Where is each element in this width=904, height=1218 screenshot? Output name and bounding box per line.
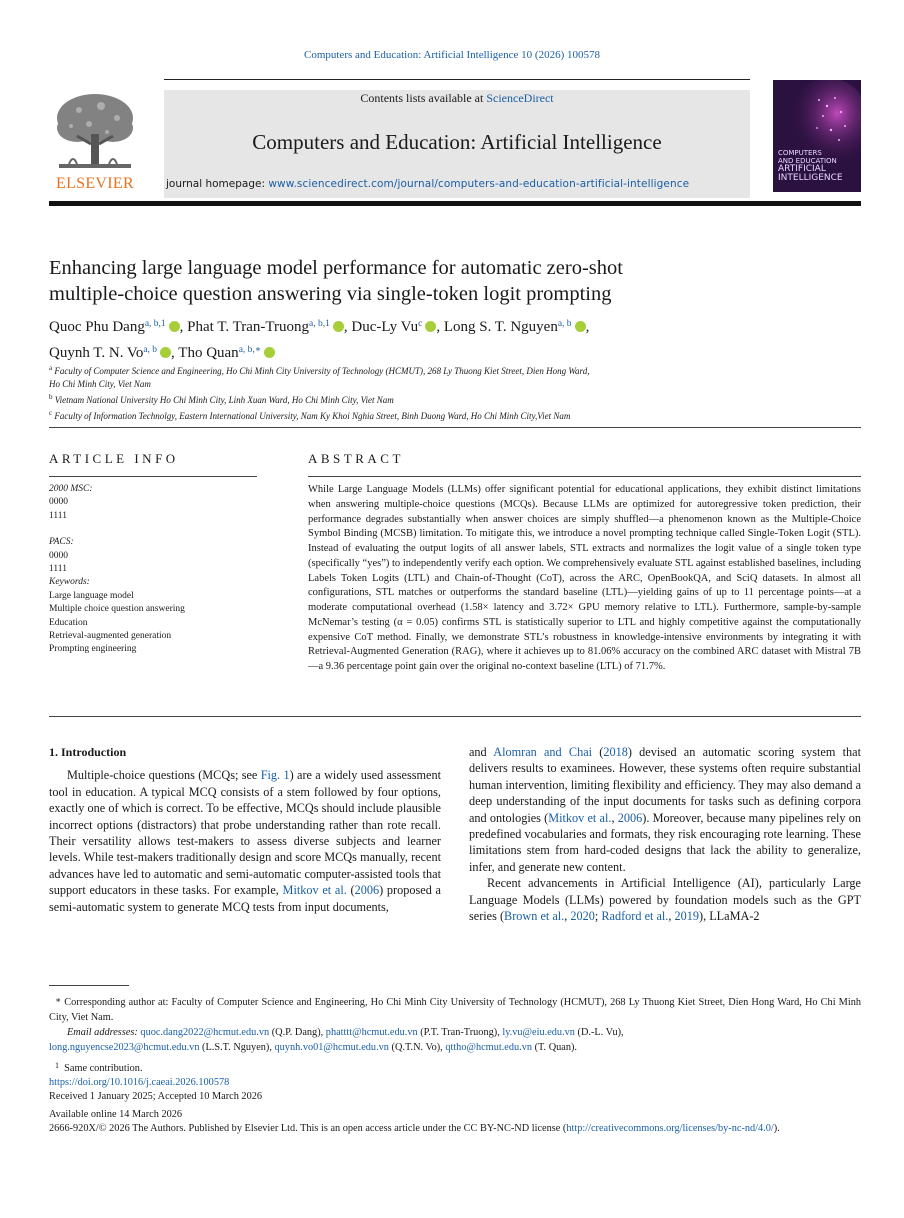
text-run: Multiple-choice questions (MCQs; see: [67, 768, 261, 783]
body-paragraph: Multiple-choice questions (MCQs; see Fig. 1) are a widely used assessment tool in education. A typical MCQ consists of a stem followed by four options, exactly one of which is correct. To be effective, MCQs should include plausible incorrect options (distractors) that probe understanding rather than rote recall. Their versatility allows test-makers to assess diverse subjects and learner levels. While test-makers traditionally design and score MCQs manually, recent advances have led to automatic and semi-automatic computer-assisted tools that support educators in these tasks. For example, Mitkov et al. (2006) proposed a semi-automatic system to generate MCQ tests from input documents,: [49, 768, 441, 914]
cover-line: ARTIFICIAL: [778, 164, 826, 174]
pacs-value: 1111: [49, 564, 67, 575]
text-run: devised an automatic scoring system that delivers results to examinees. However, these systems often require substantial human intervention, limiting flexibility and efficiency. They may also demand a deep understanding of the input documents for tasks such as defining corpora and ontologies (: [469, 745, 862, 825]
citation-link[interactable]: Brown et al.: [504, 909, 565, 924]
title-line: multiple-choice question answering via single-token logit prompting: [49, 283, 612, 305]
affiliation-text: Faculty of Computer Science and Engineering, Ho Chi Minh City University of Technology (HCMUT), 268 Ly Thuong Kiet Street, Dien Hong Ward,: [54, 366, 590, 376]
homepage-prefix: journal homepage:: [166, 178, 269, 190]
cover-line: COMPUTERS: [778, 149, 822, 157]
keyword: Education: [49, 617, 88, 628]
text-run: ), LLaMA-2: [699, 909, 760, 924]
author-affil-mark[interactable]: a, b: [557, 319, 572, 329]
orcid-icon[interactable]: [160, 347, 171, 358]
text-run: ). Moreover, because many pipelines rely on predefined vocabularies and formats, they risk encouraging rote learning. These limitations stem from hard-coded designs that lack the ability to generalize, infer, and generate new content.: [469, 810, 861, 874]
email-owner: (Q.P. Dang): [271, 1027, 321, 1038]
contribution-text: Same contribution.: [64, 1063, 143, 1074]
cover-line: AND EDUCATION: [778, 156, 837, 165]
author-affil-mark[interactable]: a, b,1: [309, 319, 330, 329]
license-link[interactable]: http://creativecommons.org/licenses/by-nc-nd/4.0/: [566, 1123, 774, 1134]
keyword: Large language model: [49, 590, 134, 601]
keyword: Prompting engineering: [49, 644, 137, 655]
homepage-link[interactable]: www.sciencedirect.com/journal/computers-and-education-artificial-intelligence: [268, 178, 690, 190]
section-heading: 1. Introduction: [49, 745, 127, 759]
author-list: Quoc Phu Dang$^{a, b,1}$ , Phat T. Tran-Truong$^{a, b,1}$ , Duc-Ly Vu$^c$ , Long S. T. Nguyen$^{a, b}$ , Quynh T. N. Vo$^{a, b}$ , Tho Quan$^{a, b,∗}$: [49, 319, 590, 361]
author-name[interactable]: Tho Quan: [178, 345, 239, 361]
masthead-bottom-rule: [49, 201, 861, 206]
corresponding-footnote: [49, 993, 861, 1025]
author-affil-mark[interactable]: a, b: [143, 345, 158, 355]
email-footnote-cont: long.nguyencse2023@hcmut.edu.vn (L.S.T. Nguyen), quynh.vo01@hcmut.edu.vn (Q.T.N. Vo), qttho@hcmut.edu.vn (T. Quan).: [49, 1042, 578, 1053]
affiliation-mark: b: [49, 393, 53, 401]
abstract-text: While Large Language Models (LLMs) offer significant potential for educational applications, they exhibit distinct limitations when answering multiple-choice questions (MCQs). Because LLMs are optimized for autoregressive token prediction, their performance degrades substantially when answer choices are simply shuffled—a phenomenon known as the Multiple-Choice Symbol Binding (MCSB) limitation. To mitigate this, we introduce a novel prompting technique called Single-Token Logit (STL). Instead of evaluating the output logits of all answer labels, STL extracts and normalizes the logit value of a single token type (specifically “yes”) to independently verify each option. We comprehensively evaluate STL against established baselines, including Labels Token Logits (LTL) and Chain-of-Thought (CoT), across the ARC, OpenBookQA, and SciQ datasets. In almost all configurations, STL matches or outperforms the standard baseline (LTL)—yielding gains of up to 11 percentage points—at a moderate computational overhead (1.58× latency and 3.72× GPU memory relative to LTL). Furthermore, sample-by-sample McNemar’s testing (α = 0.05) confirms STL is statistically superior to LTL and highly competitive against the computationally expensive CoT method. Finally, we demonstrate STL’s robustness in knowledge-intensive environments by integrating it with Retrieval-Augmented Generation (RAG), where it achieves up to 81.06% accuracy on the combined ARC dataset with Mistral 7B—a 9.36 percentage point gain over the original no-context baseline (LTL) of 71.7%.: [308, 484, 861, 672]
email-link[interactable]: qttho@hcmut.edu.vn: [445, 1042, 533, 1053]
figure-link[interactable]: Fig. 1: [260, 768, 290, 783]
affiliation-text: Faculty of Information Technolgy, Eastern International University, Nam Ky Khoi Nghia Street, Binh Duong Ward, Ho Chi Minh City,Viet Nam: [54, 411, 571, 421]
text-run: ) are a widely used assessment tool in education. A typical MCQ consists of a stem followed by four options, exactly one of which is correct. To be effective, MCQs should include plausible incorrect options (distractors) that probe understanding rather than rote recall. Their versatility allows test-makers to assess diverse subjects and learner levels. While test-makers traditionally design and score MCQs manually, recent advances have led to automatic and semi-automatic computer-assisted tools that support educators in these tasks. For example,: [49, 768, 441, 898]
journal-homepage: [164, 178, 754, 190]
affiliation: [49, 391, 861, 407]
text-run: proposed a semi-automatic system to generate MCQ tests from input documents,: [49, 883, 441, 914]
email-footnote: Email addresses: quoc.dang2022@hcmut.edu.vn (Q.P. Dang), phatttt@hcmut.edu.vn (P.T. Tran-Truong), ly.vu@eiu.edu.vn (D.-L. Vu),: [67, 1027, 624, 1038]
email-owner: (Q.T.N. Vo): [391, 1042, 441, 1053]
author-affil-mark[interactable]: a, b,1: [144, 319, 166, 329]
footnote-rule: [49, 985, 129, 986]
affiliation-text: Vietnam National University Ho Chi Minh City, Linh Xuan Ward, Ho Chi Minh City, Viet Nam: [54, 395, 394, 405]
author-affil-mark[interactable]: a, b,∗: [238, 345, 262, 355]
affiliation: [49, 407, 861, 423]
cover-line: INTELLIGENCE: [778, 173, 843, 183]
license-text: 2666-920X/© 2026 The Authors. Published by Elsevier Ltd. This is an open access article under the CC BY-NC-ND license (: [49, 1123, 567, 1134]
affiliation-continued: Ho Chi Minh City, Viet Nam: [49, 379, 151, 389]
body-column-right: [469, 744, 861, 924]
email-owner: (P.T. Tran-Truong): [420, 1027, 498, 1038]
email-label: Email addresses:: [67, 1027, 138, 1038]
citation-link[interactable]: Radford et al.: [601, 909, 669, 924]
header-divider: [49, 427, 861, 428]
affiliation-mark: c: [49, 409, 53, 417]
author-name[interactable]: Phat T. Tran-Truong: [187, 319, 310, 335]
cover-text: [778, 150, 843, 183]
author-name[interactable]: Duc-Ly Vu: [351, 319, 419, 335]
email-owner: (L.S.T. Nguyen): [202, 1042, 270, 1053]
pacs-label: PACS:: [49, 537, 74, 548]
affiliation-mark: a: [49, 364, 53, 372]
article-metadata: [49, 1076, 861, 1136]
citation-link[interactable]: Mitkov et al.: [548, 810, 612, 825]
keywords-label: Keywords:: [49, 577, 90, 588]
available-online: Available online 14 March 2026: [49, 1109, 183, 1120]
email-link[interactable]: quoc.dang2022@hcmut.edu.vn: [140, 1027, 270, 1038]
article-title: [49, 255, 861, 307]
contents-line: [164, 91, 750, 106]
author-name[interactable]: Quoc Phu Dang: [49, 319, 145, 335]
email-link[interactable]: quynh.vo01@hcmut.edu.vn: [274, 1042, 389, 1053]
body-column-left: [49, 744, 441, 915]
email-link[interactable]: phatttt@hcmut.edu.vn: [325, 1027, 418, 1038]
msc-label: 2000 MSC:: [49, 484, 93, 494]
citation-year-link[interactable]: 2006: [617, 810, 643, 825]
abstract-rule: [308, 476, 861, 477]
asterisk-mark: ∗: [55, 995, 62, 1005]
publisher-name[interactable]: ELSEVIER: [56, 175, 134, 192]
citation-link[interactable]: Mitkov et al.: [282, 883, 347, 898]
body-paragraph: and Alomran and Chai (2018) devised an automatic scoring system that delivers results to examinees. However, these systems often require substantial human intervention, limiting flexibility and efficiency. They may also demand a deep understanding of the input documents for tasks such as defining corpora and ontologies (Mitkov et al., 2006). Moreover, because many pipelines rely on predefined vocabularies and formats, they risk encouraging rote learning. These limitations stem from hard-coded designs that lack the ability to generalize, infer, and generate new content.: [469, 745, 862, 874]
article-info-body: [49, 483, 269, 657]
author-name[interactable]: Long S. T. Nguyen: [443, 319, 558, 335]
abstract-divider: [49, 716, 861, 717]
title-line: Enhancing large language model performance for automatic zero-shot: [49, 257, 623, 279]
citation-year-link[interactable]: 2018: [603, 745, 628, 759]
citation-year-link[interactable]: 2020: [570, 909, 595, 924]
orcid-icon[interactable]: [425, 321, 436, 332]
license-text-end: ).: [773, 1123, 780, 1134]
doi-link[interactable]: https://doi.org/10.1016/j.caeai.2026.100578: [49, 1077, 230, 1088]
citation-link[interactable]: Alomran and Chai: [493, 745, 593, 759]
orcid-icon[interactable]: [575, 321, 586, 332]
email-link[interactable]: long.nguyencse2023@hcmut.edu.vn: [49, 1042, 200, 1053]
citation-year-link[interactable]: 2006: [354, 883, 380, 898]
contribution-footnote: [49, 1058, 861, 1076]
orcid-icon[interactable]: [169, 321, 180, 332]
journal-citation[interactable]: Computers and Education: Artificial Intelligence 10 (2026) 100578: [303, 49, 600, 61]
affiliation: [49, 362, 861, 378]
footnote-mark: 1: [55, 1061, 59, 1070]
pacs-value: 0000: [49, 550, 68, 561]
citation-year-link[interactable]: 2019: [674, 909, 699, 924]
masthead-top-rule: [164, 79, 750, 80]
keyword: Multiple choice question answering: [49, 604, 185, 615]
journal-cover-image[interactable]: [773, 80, 861, 192]
email-owner: (D.-L. Vu): [577, 1027, 622, 1038]
article-info-heading: ARTICLE INFO: [49, 451, 179, 466]
author-affil-mark[interactable]: c: [418, 319, 423, 329]
msc-value: 0000: [49, 497, 68, 508]
email-owner: (T. Quan).: [534, 1042, 578, 1053]
corresponding-text: Corresponding author at: Faculty of Computer Science and Engineering, Ho Chi Minh City University of Technology (HCMUT), 268 Ly Thuong Kiet Street, Dien Hong Ward, Ho Chi Minh City, Viet Nam.: [49, 997, 861, 1023]
msc-value: 1111: [49, 510, 67, 521]
affiliation-list: [49, 362, 861, 423]
body-paragraph: Recent advancements in Artificial Intelligence (AI), particularly Large Language Models (LLMs) powered by foundation models such as the GPT series (Brown et al., 2020; Radford et al., 2019), LLaMA-2: [469, 876, 861, 924]
footnotes: [49, 993, 861, 1076]
license-statement: [49, 1122, 861, 1136]
orcid-icon[interactable]: [333, 321, 344, 332]
abstract-heading: ABSTRACT: [308, 451, 404, 466]
orcid-icon[interactable]: [264, 347, 275, 358]
sciencedirect-link[interactable]: ScienceDirect: [486, 91, 554, 105]
journal-title: Computers and Education: Artificial Intelligence: [252, 130, 662, 154]
spacer: [49, 523, 269, 536]
text-run: Recent advancements in Artificial Intelligence (AI), particularly Large Language Models (LLMs) powered by foundation models such as the GPT series (: [469, 876, 861, 924]
keyword: Retrieval-augmented generation: [49, 631, 172, 642]
email-link[interactable]: ly.vu@eiu.edu.vn: [502, 1027, 575, 1038]
text-run: and: [469, 745, 494, 759]
contents-prefix: Contents lists available at: [360, 91, 487, 105]
received-dates: Received 1 January 2025; Accepted 10 March 2026: [49, 1091, 263, 1102]
author-name[interactable]: Quynh T. N. Vo: [49, 345, 144, 361]
article-info-rule: [49, 476, 257, 477]
